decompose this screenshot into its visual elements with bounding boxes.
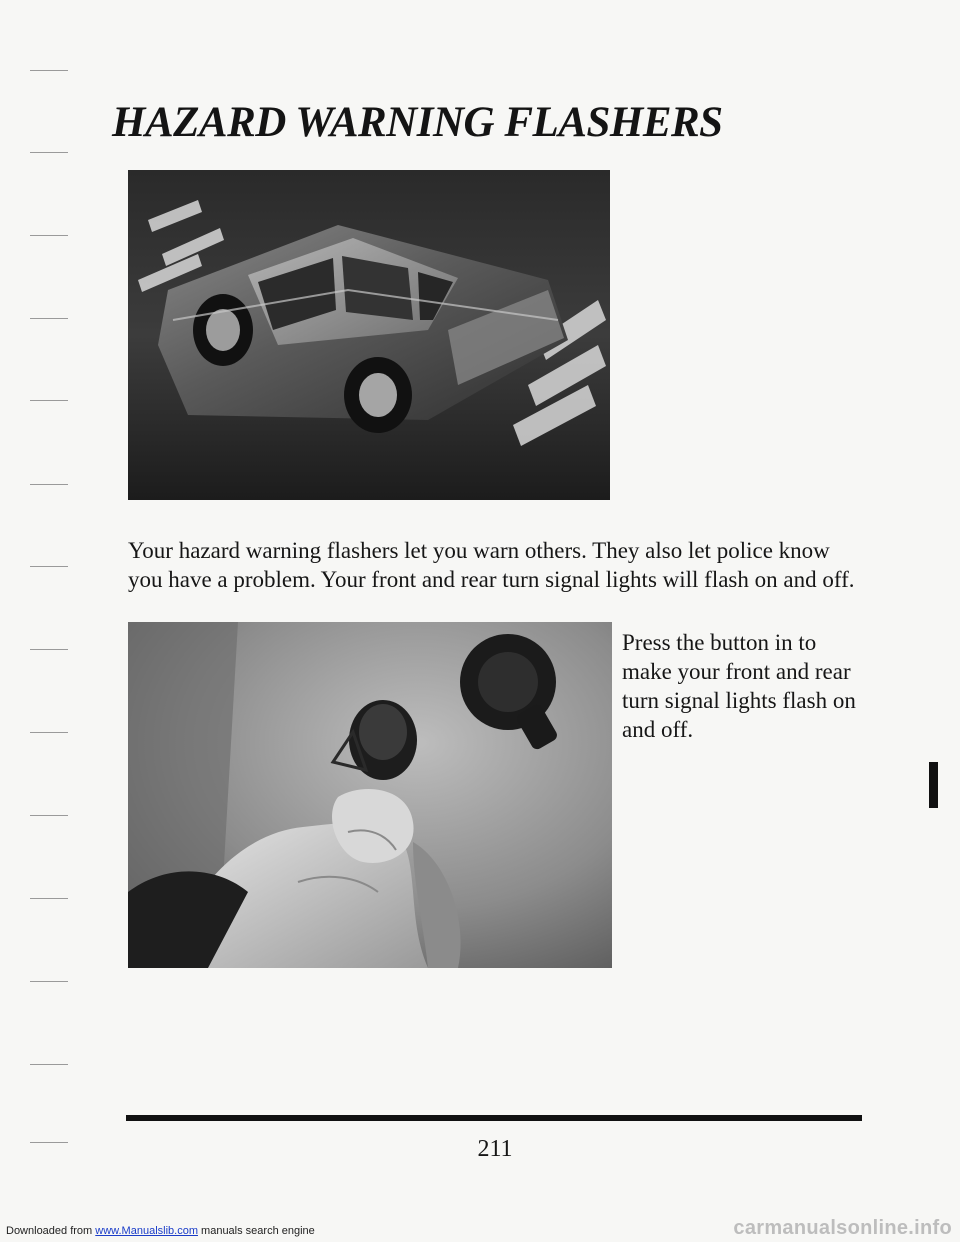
margin-tick	[30, 484, 68, 485]
footer-prefix: Downloaded from	[6, 1225, 96, 1237]
manualslib-link[interactable]: www.Manualslib.com	[95, 1225, 198, 1237]
margin-tick	[30, 898, 68, 899]
instruction-caption: Press the button in to make your front and rear turn signal lights flash on and off.	[622, 630, 856, 742]
section-index-tab	[929, 762, 938, 808]
margin-tick	[30, 981, 68, 982]
margin-tick	[30, 1064, 68, 1065]
intro-paragraph: Your hazard warning flashers let you warn others. They also let police know you have a problem. Your front and rear turn signal lights will flash on and off.	[128, 538, 855, 592]
margin-tick	[30, 70, 68, 71]
margin-tick	[30, 732, 68, 733]
margin-tick	[30, 152, 68, 153]
site-watermark: carmanualsonline.info	[733, 1217, 952, 1239]
footer-rule	[126, 1115, 862, 1121]
margin-tick	[30, 815, 68, 816]
page-number: 211	[477, 1136, 513, 1162]
download-footer	[6, 1225, 315, 1237]
margin-tick	[30, 400, 68, 401]
page-title: HAZARD WARNING FLASHERS	[112, 99, 723, 146]
car-illustration	[128, 170, 610, 500]
hazard-button-photo	[128, 622, 612, 968]
margin-tick	[30, 649, 68, 650]
margin-tick	[30, 318, 68, 319]
footer-suffix: manuals search engine	[197, 1225, 315, 1237]
margin-tick	[30, 235, 68, 236]
margin-tick	[30, 566, 68, 567]
